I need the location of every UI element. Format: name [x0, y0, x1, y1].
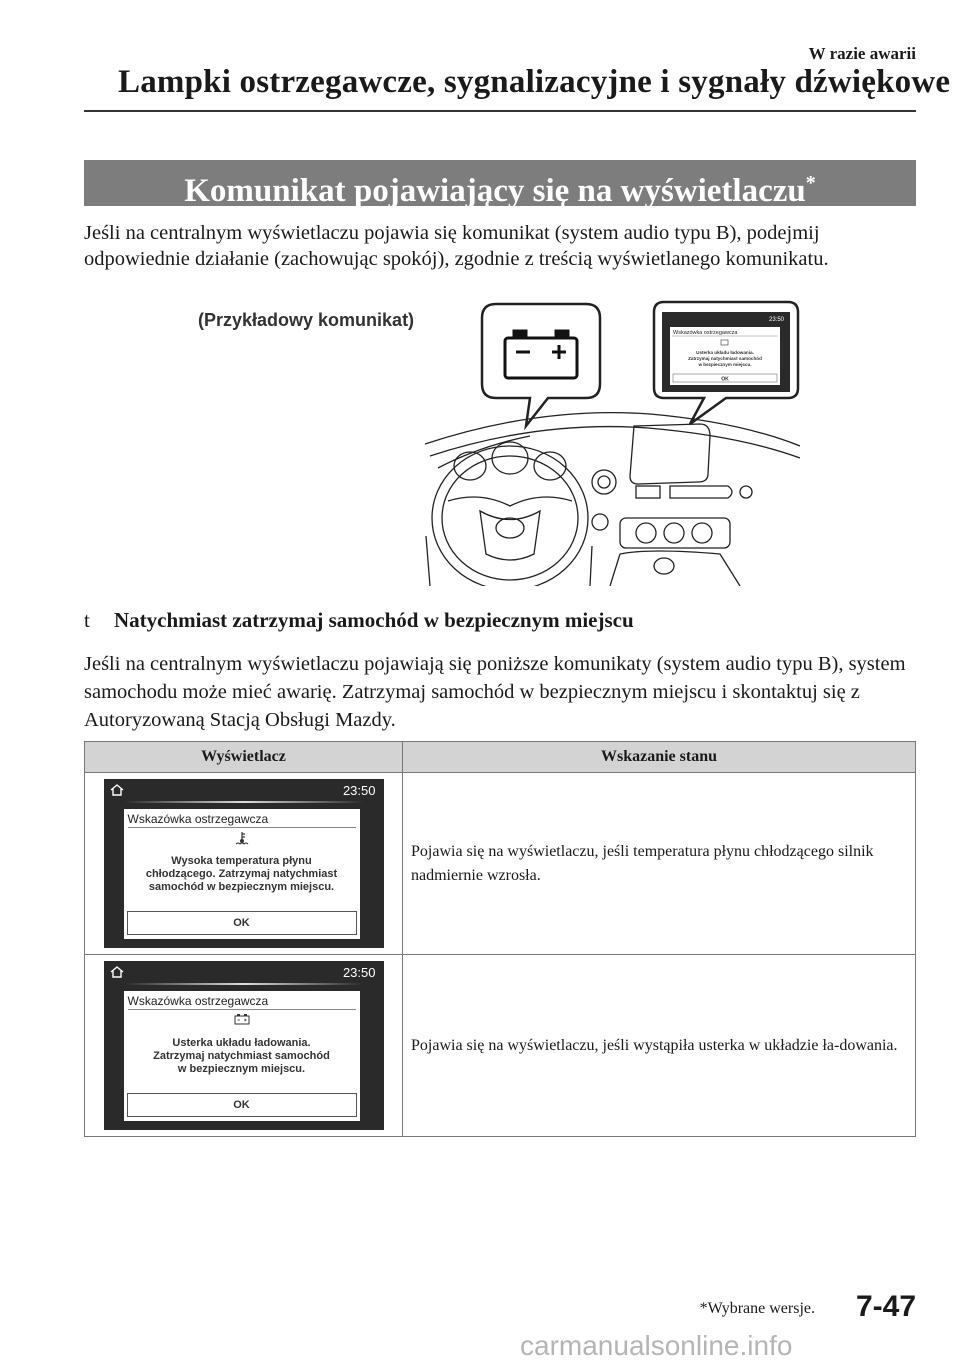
warning-dialog [124, 809, 360, 939]
banner-title: Komunikat pojawiający się na wyświetlaczu [184, 173, 806, 209]
message-line: Wysoka temperatura płynu [171, 855, 312, 867]
section-heading [84, 608, 634, 633]
mini-ok: OK [721, 376, 729, 383]
status-cell: Pojawia się na wyświetlaczu, jeśli temperatura płynu chłodzącego silnik nadmiernie wzrosła. [403, 773, 916, 955]
warning-messages-table [84, 741, 916, 1137]
battery-icon [124, 1013, 360, 1028]
ok-button[interactable]: OK [127, 1093, 357, 1117]
clock: 23:50 [342, 783, 376, 798]
bullet-glyph: t [84, 608, 90, 632]
message-line: w bezpiecznym miejscu. [177, 1063, 306, 1075]
display-cell [85, 955, 403, 1137]
section-name: W razie awarii [808, 44, 916, 63]
dialog-title: Wskazówka ostrzegawcza [128, 994, 356, 1010]
home-icon [110, 784, 124, 796]
header-rule [84, 110, 916, 112]
warning-screen [104, 961, 384, 1130]
header-status: Wskazanie stanu [403, 742, 916, 773]
page-header-title: Lampki ostrzegawcze, sygnalizacyjne i sygnały dźwiękowe [118, 64, 951, 100]
status-cell: Pojawia się na wyświetlaczu, jeśli wystąpiła usterka w układzie ła-dowania. [403, 955, 916, 1137]
message-line: chłodzącego. Zatrzymaj natychmiast [145, 868, 338, 880]
dashboard-illustration [180, 296, 800, 586]
dialog-message [128, 1037, 356, 1076]
warning-screen [104, 779, 384, 948]
battery-callout [482, 304, 600, 426]
message-line: Usterka układu ładowania. [172, 1037, 311, 1049]
divider [124, 801, 364, 803]
table-row [85, 773, 916, 955]
clock: 23:50 [342, 965, 376, 980]
dialog-title: Wskazówka ostrzegawcza [128, 812, 356, 828]
divider [124, 983, 364, 985]
ok-button[interactable]: OK [127, 911, 357, 935]
home-icon [110, 966, 124, 978]
mini-dialog-title: Wskazówka ostrzegawcza [673, 330, 738, 336]
warning-dialog [124, 991, 360, 1121]
watermark-site: carmanualsonline.info [520, 1330, 793, 1361]
mini-clock: 23:50 [768, 317, 784, 323]
coolant-temperature-icon [124, 831, 360, 848]
table-row [85, 955, 916, 1137]
dialog-message [128, 855, 356, 894]
svg-text:Usterka układu ładowania.: Usterka układu ładowania. [696, 350, 754, 355]
mini-screen [662, 312, 790, 392]
dashboard-outline [425, 413, 800, 586]
display-cell [85, 773, 403, 955]
optional-mark: * [805, 172, 816, 194]
table-header-row [85, 742, 916, 773]
section-banner [84, 160, 916, 209]
figure-caption: (Przykładowy komunikat) [198, 310, 415, 330]
section-heading-text: Natychmiast zatrzymaj samochód w bezpiecznym miejscu [114, 608, 634, 632]
message-line: samochód w bezpiecznym miejscu. [148, 881, 335, 893]
dashboard-drawing [180, 296, 800, 586]
header-display: Wyświetlacz [85, 742, 403, 773]
svg-text:w bezpiecznym miejscu.: w bezpiecznym miejscu. [698, 362, 752, 367]
section-paragraph: Jeśli na centralnym wyświetlaczu pojawiają się poniższe komunikaty (system audio typu B), system samochodu może mieć awarię. Zatrzymaj samochód w bezpiecznym miejscu i skontaktuj się z Autoryzowaną Stacją Obsługi Mazdy. [84, 653, 906, 731]
message-line: Zatrzymaj natychmiast samochód [153, 1050, 330, 1062]
footnote: *Wybrane wersje. [699, 1300, 815, 1317]
svg-text:Zatrzymaj natychmiast samochód: Zatrzymaj natychmiast samochód [688, 356, 762, 361]
page-number: 7-47 [855, 1290, 916, 1323]
intro-paragraph: Jeśli na centralnym wyświetlaczu pojawia się komunikat (system audio typu B), podejmij odpowiednie działanie (zachowując spokój), zgodnie z treścią wyświetlanego komunikatu. [84, 222, 829, 270]
battery-icon [505, 331, 577, 378]
